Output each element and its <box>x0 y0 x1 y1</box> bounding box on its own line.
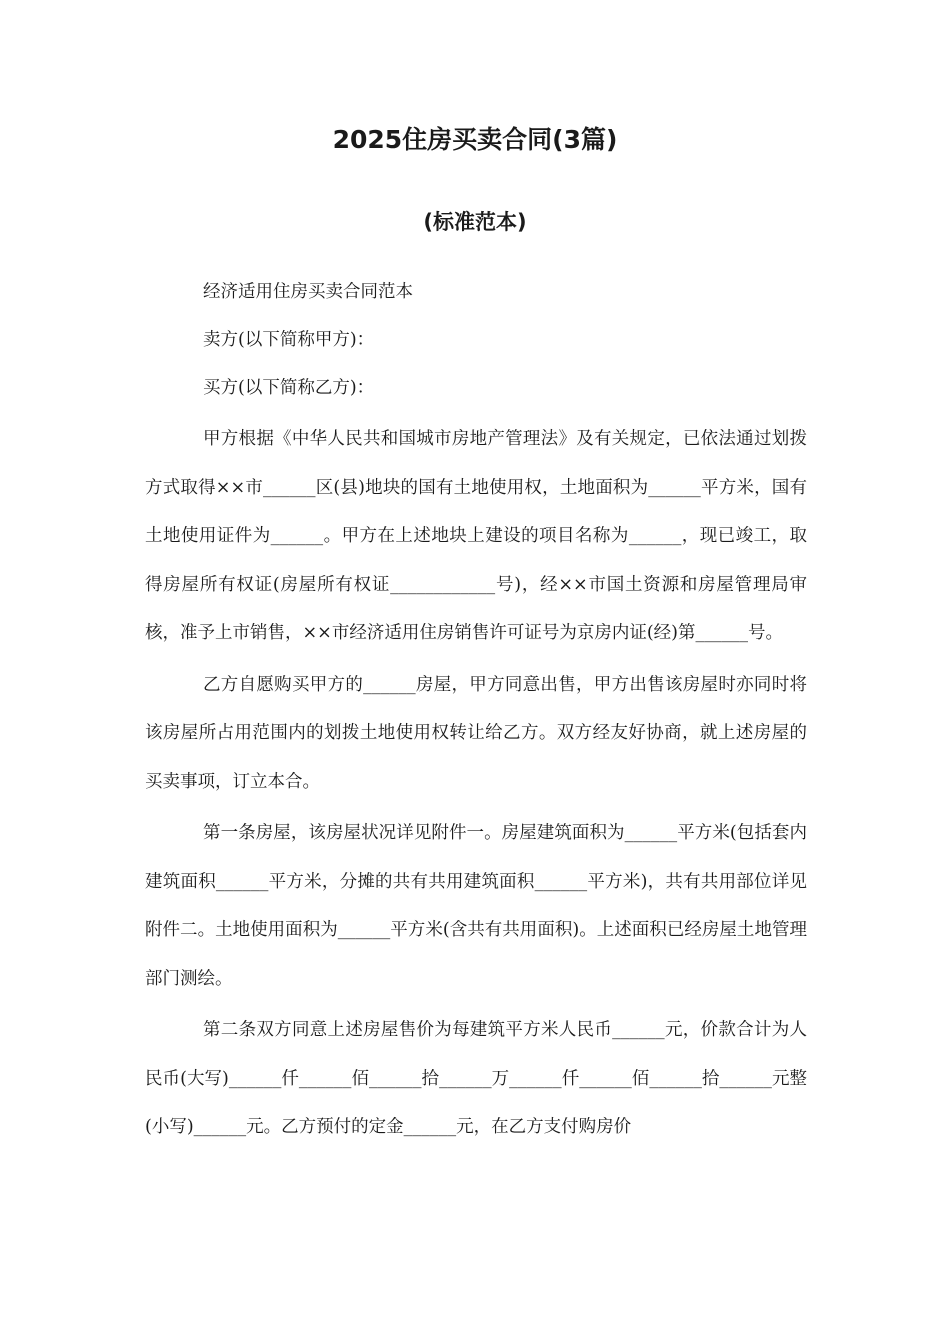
seller-line: 卖方(以下简称甲方)： <box>203 330 375 350</box>
article-two-price: 第二条双方同意上述房屋售价为每建筑平方米人民币______元，价款合计为人民币(大写)______仟______佰______拾______万______仟______佰______拾______元整(小写)______元。乙方预付的定金______元，在乙方支付购房价 <box>145 1020 807 1137</box>
paragraph-purchase-agreement: 乙方自愿购买甲方的______房屋，甲方同意出售，甲方出售该房屋时亦同时将该房屋所占用范围内的划拨土地使用权转让给乙方。双方经友好协商，就上述房屋的买卖事项，订立本合。 <box>145 674 807 792</box>
article-one-house: 第一条房屋，该房屋状况详见附件一。房屋建筑面积为______平方米(包括套内建筑面积______平方米，分摊的共有共用建筑面积______平方米)，共有共用部位详见附件二。土地使用面积为______平方米(含共有共用面积)。上述面积已经房屋土地管理部门测绘。 <box>145 823 807 989</box>
document-subtitle: (标准范本) <box>423 210 527 234</box>
document-title: 2025住房买卖合同(3篇) <box>332 125 618 154</box>
buyer-line: 买方(以下简称乙方)： <box>203 378 375 398</box>
document-body <box>145 268 807 1152</box>
paragraph-land-and-project: 甲方根据《中华人民共和国城市房地产管理法》及有关规定，已依法通过划拨方式取得××市______区(县)地块的国有土地使用权，土地面积为______平方米，国有土地使用证件为______。甲方在上述地块上建设的项目名称为______，现已竣工，取得房屋所有权证(房屋所有权证____________号)，经××市国土资源和房屋管理局审核，准予上市销售，××市经济适用住房销售许可证号为京房内证(经)第______号。 <box>145 429 807 643</box>
contract-name-line: 经济适用住房买卖合同范本 <box>203 282 413 302</box>
